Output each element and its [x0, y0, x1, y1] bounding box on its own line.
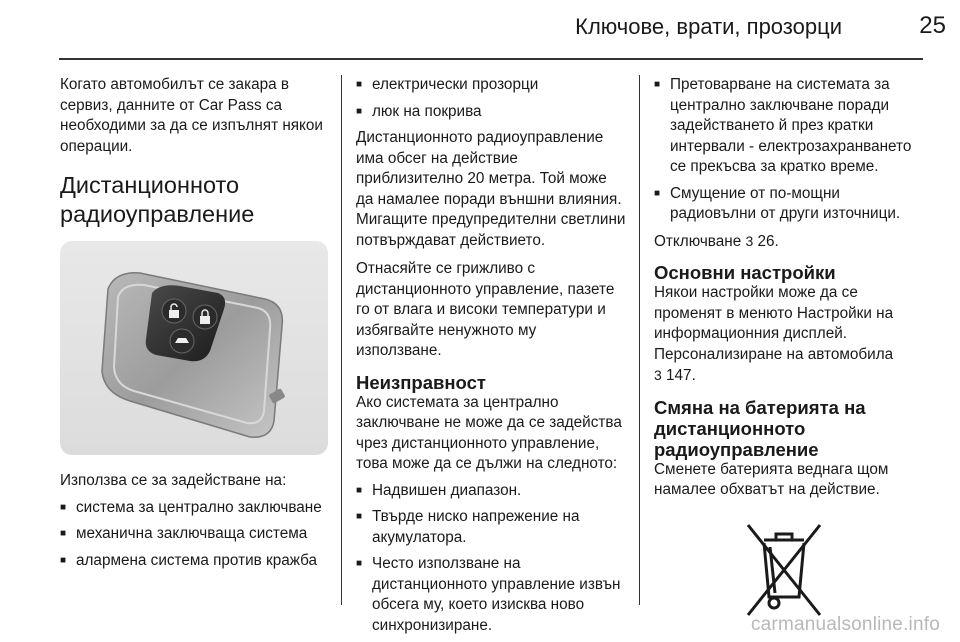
list-item: ■ алармена система против кражба: [60, 551, 328, 572]
section-heading-fault: Неизправност: [356, 371, 486, 393]
unlock-reference: [654, 231, 924, 253]
column-divider-1: [341, 75, 342, 605]
list-item: ■ Смущение от по-мощни радиовълни от други източници.: [654, 184, 924, 225]
list-item: ■ електрически прозорци: [356, 75, 626, 96]
page-reference-icon: 3: [745, 232, 754, 249]
section-heading-remote: Дистанционното радиоуправление: [60, 172, 255, 227]
page-header: [0, 0, 960, 62]
page-title: Ключове, врати, прозорци: [575, 14, 842, 39]
settings-page-ref: 147.: [666, 367, 696, 384]
column-divider-2: [639, 75, 640, 605]
column-2: [356, 75, 626, 642]
settings-paragraph: [654, 283, 924, 387]
list-item: ■ механична заключваща система: [60, 524, 328, 545]
fault-list: [356, 481, 626, 637]
settings-text: Някои настройки може да се променят в менюто Настройки на информационния дисплей. Персонализиране на автомобила: [654, 284, 894, 363]
list-item: ■ Твърде ниско напрежение на акумулатора.: [356, 507, 626, 548]
key-fob-illustration: [60, 241, 328, 455]
column-1: [60, 75, 328, 577]
range-paragraph: Дистанционното радиоуправление има обсег на действие приблизително 20 метра. Той може да намалее поради външни влияния. Мигащите предупредителни светлини потвърждават действието.: [356, 129, 626, 249]
page-reference-icon: 3: [654, 367, 662, 383]
fault-list-continued: [654, 75, 924, 225]
weee-symbol: [734, 515, 834, 625]
watermark: carmanualsonline.info: [750, 614, 940, 635]
list-item: ■ система за централно заключване: [60, 498, 328, 519]
remote-key-fob-image: [60, 241, 328, 455]
crossed-out-wheelie-bin-icon: [734, 515, 834, 625]
column-3: [654, 75, 924, 625]
usage-list-continued: [356, 75, 626, 122]
list-item: ■ Претоварване на системата за централно заключване поради задействането й през кратки интервали - електрозахранването се прекъсва за кратко време.: [654, 75, 924, 178]
list-item: ■ люк на покрива: [356, 102, 626, 123]
care-paragraph: Отнасяйте се грижливо с дистанционното управление, пазете го от влага и високи температури и избягвайте ненужното му използване.: [356, 260, 615, 359]
unlock-page-ref: 26.: [757, 232, 779, 250]
usage-intro: Използва се за задействане на:: [60, 472, 287, 489]
section-heading-battery: Смяна на батерията на дистанционното радиоуправление: [654, 396, 866, 460]
unlock-label: Отключване: [654, 232, 742, 250]
page-number: 25: [919, 12, 946, 39]
battery-paragraph: Сменете батерията веднага щом намалее обхватът на действие.: [654, 460, 889, 498]
fault-paragraph: Ако системата за централно заключване не може да се задейства чрез дистанционното управление, това може да се дължи на следното:: [356, 393, 622, 472]
header-divider: [59, 58, 923, 60]
section-heading-settings: Основни настройки: [654, 262, 836, 283]
usage-list: [60, 498, 328, 572]
car-pass-paragraph: Когато автомобилът се закара в сервиз, данните от Car Pass са необходими за да се изпълнят някои операции.: [60, 76, 323, 155]
list-item: ■ Надвишен диапазон.: [356, 481, 626, 502]
list-item: ■ Често използване на дистанционното управление извън обсега му, което изисква ново синхронизиране.: [356, 554, 626, 636]
